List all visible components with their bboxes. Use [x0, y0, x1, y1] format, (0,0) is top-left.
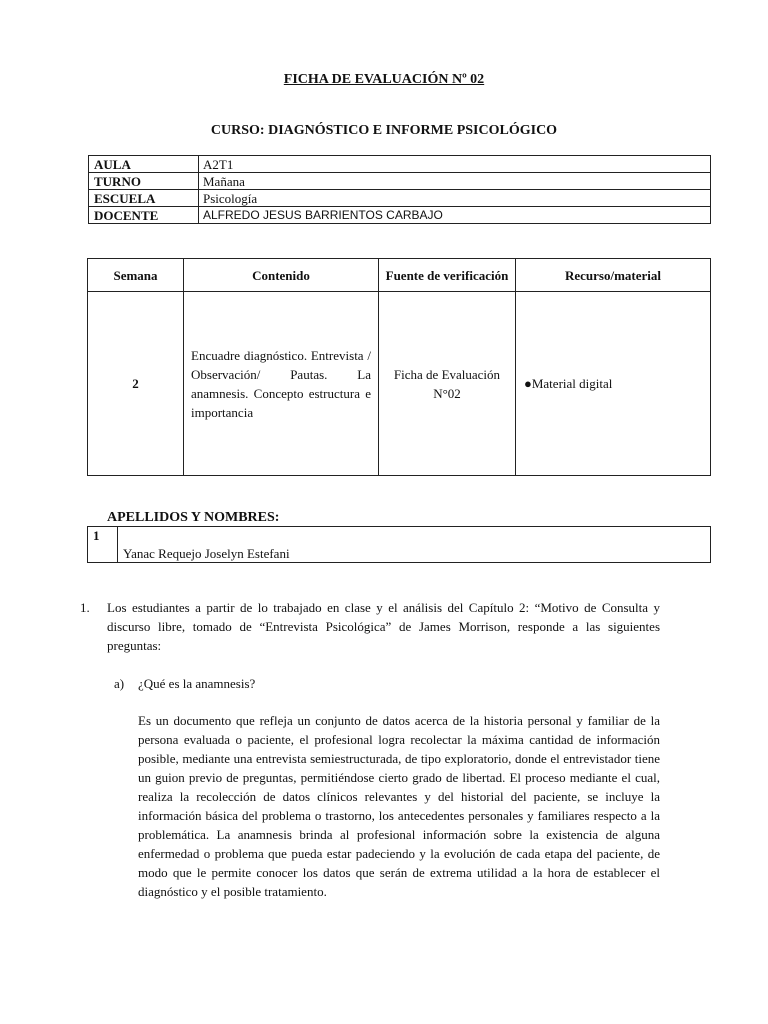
question-a-text: ¿Qué es la anamnesis? [138, 676, 256, 691]
turno-label: TURNO [89, 173, 199, 190]
header-contenido: Contenido [184, 259, 379, 292]
cell-recurso: ●Material digital [516, 292, 711, 476]
course-title: CURSO: DIAGNÓSTICO E INFORME PSICOLÓGICO [210, 123, 558, 138]
names-label: APELLIDOS Y NOMBRES: [107, 510, 280, 525]
question-a [114, 674, 255, 693]
docente-value: ALFREDO JESUS BARRIENTOS CARBAJO [199, 207, 711, 224]
names-table [87, 526, 711, 563]
header-semana: Semana [88, 259, 184, 292]
info-row-docente [89, 207, 711, 224]
question-1-text: Los estudiantes a partir de lo trabajado en clase y el análisis del Capítulo 2: “Motivo de Consulta y discurso libre, tomado de “Entrevista Psicológica” de James Morrison, responde a las siguientes preguntas: [107, 600, 660, 653]
turno-value: Mañana [199, 173, 711, 190]
info-table [88, 155, 711, 224]
info-row-escuela [89, 190, 711, 207]
escuela-value: Psicología [199, 190, 711, 207]
cell-semana: 2 [88, 292, 184, 476]
header-fuente: Fuente de verificación [379, 259, 516, 292]
answer-a: Es un documento que refleja un conjunto de datos acerca de la historia personal y familiar de la persona evaluada o paciente, el profesional logra recolectar la máxima cantidad de información posible, mediante una entrevista semiestructurada, de tipo exploratorio, donde el entrevistador tiene un guion previo de preguntas, permitiéndose cierto grado de libertad. El proceso mediante el cual, realiza la recolección de datos clínicos relevantes y del historial del paciente, se incluye la información básica del problema o trastorno, los antecedentes personales y familiares respecto a la problemática. La anamnesis brinda al profesional información sobre la existencia de alguna enfermedad o problema que pueda estar padeciendo y la evolución de cada etapa del paciente, de modo que le permite conocer los datos que serán de extrema utilidad a la hora de establecer el diagnóstico y el posible tratamiento. [138, 713, 660, 899]
aula-label: AULA [89, 156, 199, 173]
aula-value: A2T1 [199, 156, 711, 173]
info-row-turno [89, 173, 711, 190]
course-row [88, 292, 711, 476]
docente-label: DOCENTE [89, 207, 199, 224]
header-recurso: Recurso/material [516, 259, 711, 292]
question-a-letter: a) [114, 676, 125, 691]
cell-fuente: Ficha de Evaluación N°02 [379, 292, 516, 476]
course-header-row [88, 259, 711, 292]
escuela-label: ESCUELA [89, 190, 199, 207]
cell-contenido: Encuadre diagnóstico. Entrevista / Observación/ Pautas. La anamnesis. Concepto estructura e importancia [184, 292, 379, 476]
document-title: FICHA DE EVALUACIÓN Nº 02 [283, 72, 485, 87]
student-number: 1 [88, 527, 118, 563]
student-name: Yanac Requejo Joselyn Estefani [118, 527, 711, 563]
names-row [88, 527, 711, 563]
course-table [87, 258, 711, 476]
question-1-number: 1. [80, 600, 90, 615]
info-row-aula [89, 156, 711, 173]
